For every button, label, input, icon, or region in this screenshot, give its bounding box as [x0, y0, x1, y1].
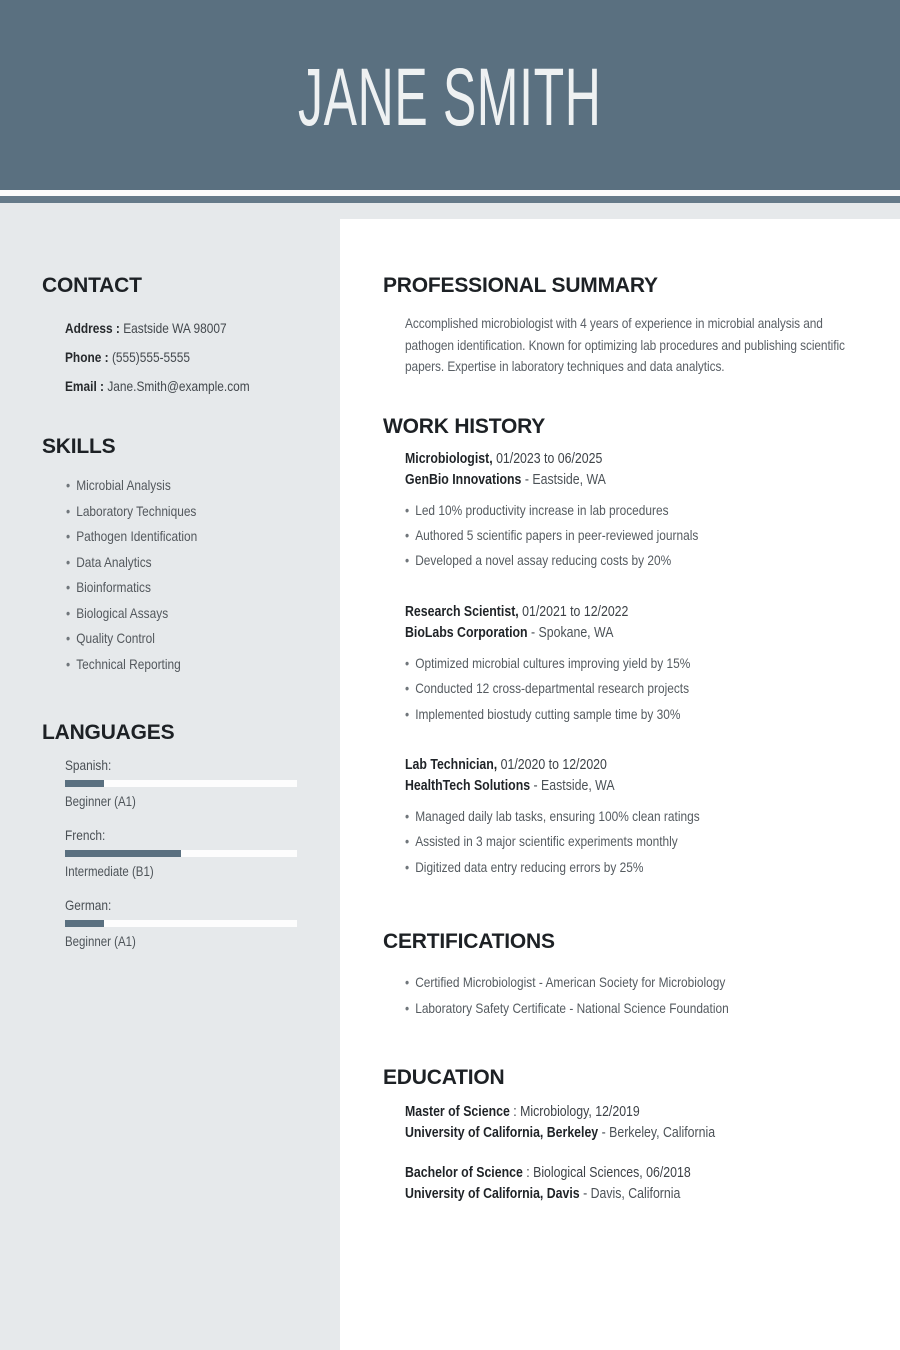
- job-employer: HealthTech Solutions: [405, 778, 531, 795]
- job-employer-line: [405, 776, 792, 798]
- language-entry: [65, 895, 312, 951]
- degree: Master of Science: [405, 1103, 510, 1120]
- contact-row-address: [65, 314, 275, 343]
- job-bullet: • Developed a novel assay reducing costs by 20%: [405, 548, 792, 573]
- language-progress-fill: [65, 920, 104, 927]
- contact-value: Jane.Smith@example.com: [107, 378, 250, 394]
- job-entry: [405, 602, 860, 727]
- skills-section: [42, 435, 312, 677]
- language-name: German:: [65, 897, 112, 913]
- job-entry: [405, 755, 860, 880]
- contact-label: Email :: [65, 378, 105, 394]
- skills-heading: SKILLS: [42, 435, 116, 458]
- sidebar: [0, 203, 340, 1350]
- bullet-icon: •: [405, 974, 410, 991]
- language-progress-track: [65, 850, 297, 857]
- bullet-icon: •: [405, 552, 410, 569]
- language-progress-fill: [65, 780, 104, 787]
- school-location: - Davis, California: [583, 1186, 681, 1203]
- certifications-section: [383, 930, 860, 1021]
- job-title-line: [405, 602, 792, 624]
- job-bullet: • Optimized microbial cultures improving yield by 15%: [405, 651, 792, 676]
- education-list: [405, 1102, 860, 1206]
- contact-row-email: [65, 372, 275, 401]
- skill-item: • Pathogen Identification: [66, 524, 275, 550]
- bullet-icon: •: [405, 680, 410, 697]
- degree-line: [405, 1163, 792, 1185]
- job-employer: GenBio Innovations: [405, 472, 522, 488]
- bullet-icon: •: [405, 705, 410, 722]
- language-progress-fill: [65, 850, 181, 857]
- language-level: Beginner (A1): [65, 934, 136, 949]
- header-band: [0, 0, 900, 190]
- education-entry: [405, 1163, 860, 1206]
- contact-heading: CONTACT: [42, 274, 142, 297]
- language-level: Beginner (A1): [65, 794, 136, 809]
- school-line: [405, 1184, 792, 1206]
- language-progress-track: [65, 920, 297, 927]
- job-location: - Eastside, WA: [533, 778, 615, 795]
- job-dates: 01/2021 to 12/2022: [522, 603, 629, 620]
- degree: Bachelor of Science: [405, 1164, 523, 1181]
- languages-list: [42, 755, 312, 951]
- bullet-icon: •: [405, 833, 410, 850]
- job-list: [405, 449, 860, 881]
- skill-item: • Technical Reporting: [66, 652, 275, 678]
- bullet-icon: •: [66, 477, 71, 493]
- bullet-icon: •: [405, 807, 410, 824]
- job-bullet: • Managed daily lab tasks, ensuring 100% clean ratings: [405, 804, 792, 829]
- summary-heading: PROFESSIONAL SUMMARY: [383, 274, 658, 297]
- degree-field: : Biological Sciences, 06/2018: [526, 1164, 691, 1181]
- job-location: - Eastside, WA: [524, 472, 606, 488]
- bullet-icon: •: [66, 604, 71, 621]
- languages-heading: LANGUAGES: [42, 721, 175, 744]
- school: University of California, Davis: [405, 1186, 580, 1203]
- job-bullet: • Digitized data entry reducing errors by 25%: [405, 855, 792, 880]
- education-heading: EDUCATION: [383, 1065, 505, 1089]
- skill-item: • Microbial Analysis: [66, 473, 275, 499]
- job-bullet-list: [405, 651, 860, 727]
- job-bullet: • Implemented biostudy cutting sample time by 30%: [405, 702, 792, 727]
- skill-item: • Bioinformatics: [66, 575, 275, 601]
- degree-field: : Microbiology, 12/2019: [513, 1103, 640, 1120]
- language-name: French:: [65, 827, 106, 843]
- bullet-icon: •: [405, 526, 410, 543]
- bullet-icon: •: [66, 630, 71, 646]
- job-employer-line: [405, 470, 792, 492]
- job-bullet: • Assisted in 3 major scientific experiments monthly: [405, 829, 792, 854]
- education-entry: [405, 1102, 860, 1145]
- resume-body: [0, 203, 900, 1350]
- bullet-icon: •: [66, 553, 71, 570]
- language-progress-track: [65, 780, 297, 787]
- skill-item: • Biological Assays: [66, 601, 275, 627]
- school-location: - Berkeley, California: [601, 1125, 716, 1142]
- job-bullet-list: [405, 498, 860, 574]
- job-title: Microbiologist,: [405, 450, 493, 467]
- skill-item: • Data Analytics: [66, 550, 275, 576]
- person-name: JANE SMITH: [298, 52, 602, 143]
- job-employer-line: [405, 623, 792, 645]
- bullet-icon: •: [405, 858, 410, 875]
- bullet-icon: •: [66, 655, 71, 672]
- contact-value: Eastside WA 98007: [123, 320, 227, 336]
- contact-row-phone: [65, 343, 275, 372]
- language-name: Spanish:: [65, 757, 112, 773]
- language-entry: [65, 825, 312, 881]
- main-panel: [340, 219, 900, 1350]
- degree-line: [405, 1102, 792, 1124]
- bullet-icon: •: [66, 502, 71, 519]
- contact-list: [42, 314, 312, 401]
- school: University of California, Berkeley: [405, 1125, 599, 1142]
- bullet-icon: •: [405, 501, 410, 518]
- contact-label: Address :: [65, 320, 120, 336]
- job-dates: 01/2020 to 12/2020: [500, 756, 607, 773]
- certifications-heading: CERTIFICATIONS: [383, 930, 555, 954]
- job-dates: 01/2023 to 06/2025: [496, 450, 603, 467]
- job-employer: BioLabs Corporation: [405, 625, 528, 642]
- job-entry: [405, 449, 860, 574]
- job-bullet: • Led 10% productivity increase in lab procedures: [405, 498, 792, 523]
- certification-list: [405, 970, 860, 1021]
- summary-section: [383, 274, 860, 378]
- language-entry: [65, 755, 312, 811]
- education-section: [383, 1066, 860, 1206]
- job-bullet: • Conducted 12 cross-departmental research projects: [405, 676, 792, 701]
- job-title-line: [405, 449, 792, 471]
- bullet-icon: •: [405, 999, 410, 1016]
- header-divider-strip: [0, 196, 900, 203]
- job-title-line: [405, 755, 792, 777]
- certification-item: • Laboratory Safety Certificate - National Science Foundation: [405, 996, 792, 1021]
- bullet-icon: •: [405, 654, 410, 671]
- bullet-icon: •: [66, 528, 71, 544]
- skill-item: • Laboratory Techniques: [66, 499, 275, 525]
- job-title: Lab Technician,: [405, 756, 498, 773]
- skills-list: [42, 473, 312, 677]
- contact-value: (555)555-5555: [111, 349, 191, 365]
- work-history-heading: WORK HISTORY: [383, 414, 546, 438]
- job-bullet: • Authored 5 scientific papers in peer-reviewed journals: [405, 523, 792, 548]
- skill-item: • Quality Control: [66, 626, 275, 652]
- contact-label: Phone :: [65, 349, 109, 365]
- school-line: [405, 1123, 792, 1145]
- work-history-section: [383, 415, 860, 881]
- job-location: - Spokane, WA: [530, 625, 614, 642]
- languages-section: [42, 721, 312, 951]
- bullet-icon: •: [66, 579, 71, 595]
- contact-section: [42, 274, 312, 401]
- job-title: Research Scientist,: [405, 603, 519, 620]
- certification-item: • Certified Microbiologist - American Society for Microbiology: [405, 970, 792, 995]
- summary-paragraph: Accomplished microbiologist with 4 years of experience in microbial analysis and pathogen identification. Known for optimizing lab procedures and publishing scientific papers. Expertise in laboratory techniques and data analytics.: [405, 315, 845, 374]
- language-level: Intermediate (B1): [65, 864, 154, 879]
- job-bullet-list: [405, 804, 860, 880]
